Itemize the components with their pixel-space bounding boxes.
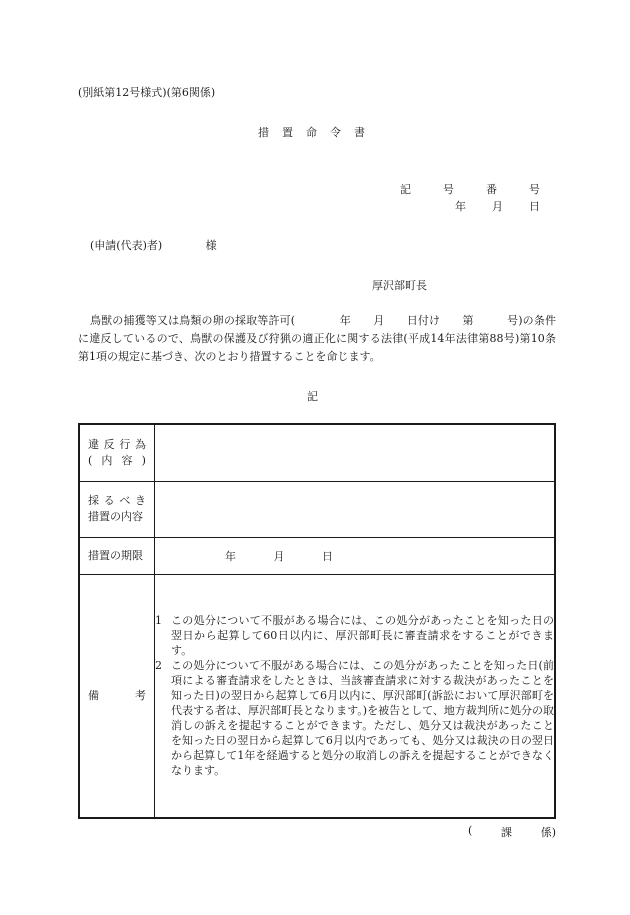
violation-value-cell[interactable] [155, 424, 556, 481]
deadline-label: 措置の期限 [88, 548, 143, 562]
note-number-2: 2 [155, 659, 162, 673]
notes-row [79, 574, 555, 818]
measures-char-3: べ [119, 494, 131, 507]
form-reference: (別紙第12号様式)(第6関係) [78, 86, 216, 99]
issuer-name: 厚沢部町長 [372, 279, 427, 292]
measures-char-4: き [134, 494, 146, 507]
violation-row [79, 424, 555, 481]
body-paragraph [78, 312, 556, 366]
addressee-honorific: 様 [205, 239, 217, 252]
footer-paren-open: ( [468, 824, 473, 837]
violation-char-4: 為 [134, 437, 146, 451]
notes-value-cell [155, 574, 556, 818]
measures-row [79, 481, 555, 537]
violation-paren-close: ) [141, 453, 146, 467]
violation-char-5: 内 [101, 453, 113, 467]
measures-label-line2: 措置の内容 [88, 510, 143, 523]
measures-label-line1 [88, 493, 146, 509]
record-label-go2: 号 [529, 183, 540, 196]
deadline-year-label: 年 [225, 549, 236, 563]
violation-char-2: 反 [103, 437, 115, 451]
record-label-ki: 記 [400, 183, 411, 196]
notes-char-2: 考 [135, 688, 146, 702]
department-footer [468, 824, 556, 840]
notes-label-cell [79, 574, 155, 818]
violation-char-3: 行 [119, 437, 131, 451]
deadline-day-label: 日 [322, 549, 333, 563]
deadline-value-cell[interactable] [155, 537, 556, 574]
measures-char-2: る [103, 494, 115, 507]
addressee-prefix: (申請(代表)者) [90, 239, 163, 252]
note-text-1: この処分について不服がある場合には、この処分があったことを知った日の翌日から起算して60日以内に、厚沢部町長に審査請求をすることができます。 [171, 614, 554, 658]
deadline-month-label: 月 [273, 549, 285, 563]
date-month-label: 月 [492, 200, 503, 213]
violation-char-1: 違 [88, 437, 99, 451]
note-item-1 [155, 613, 554, 658]
record-label-ban: 番 [486, 183, 497, 196]
date-day-label: 日 [529, 200, 540, 213]
addressee-line [90, 237, 217, 253]
note-number-1: 1 [155, 614, 162, 628]
deadline-row [79, 537, 555, 574]
issue-date-line [455, 198, 540, 214]
violation-paren-open: ( [88, 453, 93, 467]
date-year-label: 年 [455, 200, 466, 213]
note-item-2 [155, 658, 554, 778]
body-text: 鳥獣の捕獲等又は鳥類の卵の採取等許可( 年 月 日付け 第 号)の条件に違反しているので、鳥獣の保護及び狩猟の適正化に関する法律(平成14年法律第88号)第10条第1項の規定に基づき、次のとおり措置することを命じます。 [78, 314, 556, 363]
footer-unit-label: 係) [540, 826, 556, 839]
notes-char-1: 備 [88, 688, 99, 702]
notes-label [88, 688, 146, 704]
order-table [78, 423, 556, 819]
document-title: 措置命令書 [258, 126, 378, 139]
violation-label-line2 [88, 453, 146, 469]
measures-value-cell[interactable] [155, 481, 556, 537]
measures-char-1: 採 [88, 494, 99, 507]
violation-label-line1 [88, 437, 146, 453]
violation-char-6: 容 [121, 453, 133, 467]
note-text-2: この処分について不服がある場合には、この処分があったことを知った日(前項による審査請求をしたときは、当該審査請求に対する裁決があったことを知った日)の翌日から起算して6月以内に、厚沢部町(訴訟において厚沢部町を代表する者は、厚沢部町長となります。)を被告として、地方裁判所に処分の取消しの訴えを提起することができます。ただし、処分又は裁決があったことを知った日の翌日から起算して6月以内であっても、処分又は裁決の日の翌日から起算して1年を経過すると処分の取消しの訴えを提起することができなくなります。 [171, 659, 554, 778]
violation-label-cell [79, 424, 155, 481]
measures-label-cell [79, 481, 155, 537]
deadline-label-cell [79, 537, 155, 574]
record-number-line [400, 181, 540, 197]
footer-section-label: 課 [501, 826, 512, 839]
ki-heading: 記 [307, 390, 318, 403]
record-label-go: 号 [443, 183, 454, 196]
